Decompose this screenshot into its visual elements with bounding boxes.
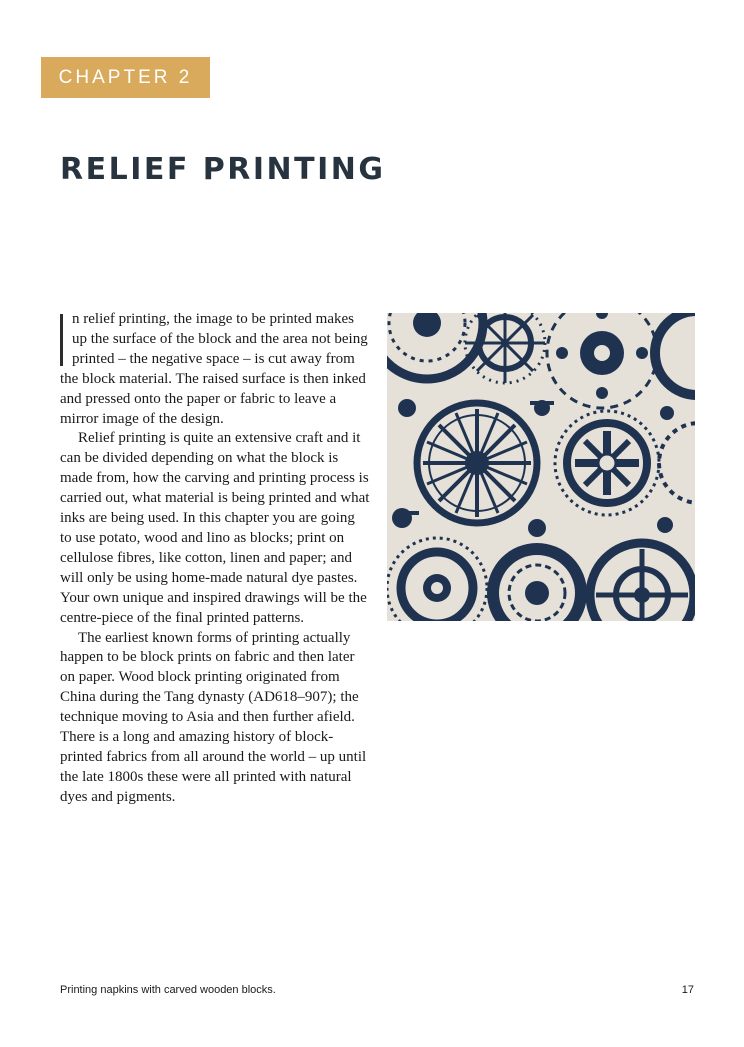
dropcap-i	[60, 314, 63, 366]
page-number: 17	[681, 984, 694, 996]
photo-caption: Printing napkins with carved wooden blocks.	[60, 984, 276, 996]
paragraph-3-part-2: ); the technique moving to Asia and then further afield. There is a long and amazing history of block-printed fabrics from all around the world – up until the late 1800s these were all printed with natural dyes and pigments.	[60, 689, 367, 805]
era-marker: AD	[253, 689, 275, 706]
block-printed-fabric-photo	[387, 313, 695, 621]
paragraph-3	[60, 629, 370, 808]
paragraph-1	[60, 310, 370, 429]
medallion-middle-left	[417, 403, 537, 523]
paragraph-2: Relief printing is quite an extensive craft and it can be divided depending on what the block is made from, how the carving and printing process is carried out, what material is being printed and what inks are being used. In this chapter you are going to use potato, wood and lino as blocks; print on cellulose fibres, like cotton, linen and paper; and will only be using home-made natural dye pastes. Your own unique and inspired drawings will be the centre-piece of the final printed patterns.	[60, 430, 370, 626]
body-text	[60, 310, 370, 808]
page-title: RELIEF PRINTING	[60, 152, 386, 187]
paragraph-1-text: n relief printing, the image to be printed makes up the surface of the block and the area not being printed – the negative space – is cut away from the block material. The raised surface is then inked and pressed onto the paper or fabric to leave a mirror image of the design.	[60, 311, 368, 427]
fabric-pattern-illustration	[387, 313, 695, 621]
era-dates: 618–907	[274, 689, 328, 706]
paragraph-3-part-1: The earliest known forms of printing actually happen to be block prints on fabric and then later on paper. Wood block printing originated from China during the Tang dynasty (	[60, 629, 355, 706]
chapter-label	[41, 57, 210, 98]
chapter-label-text: CHAPTER 2	[58, 66, 193, 88]
